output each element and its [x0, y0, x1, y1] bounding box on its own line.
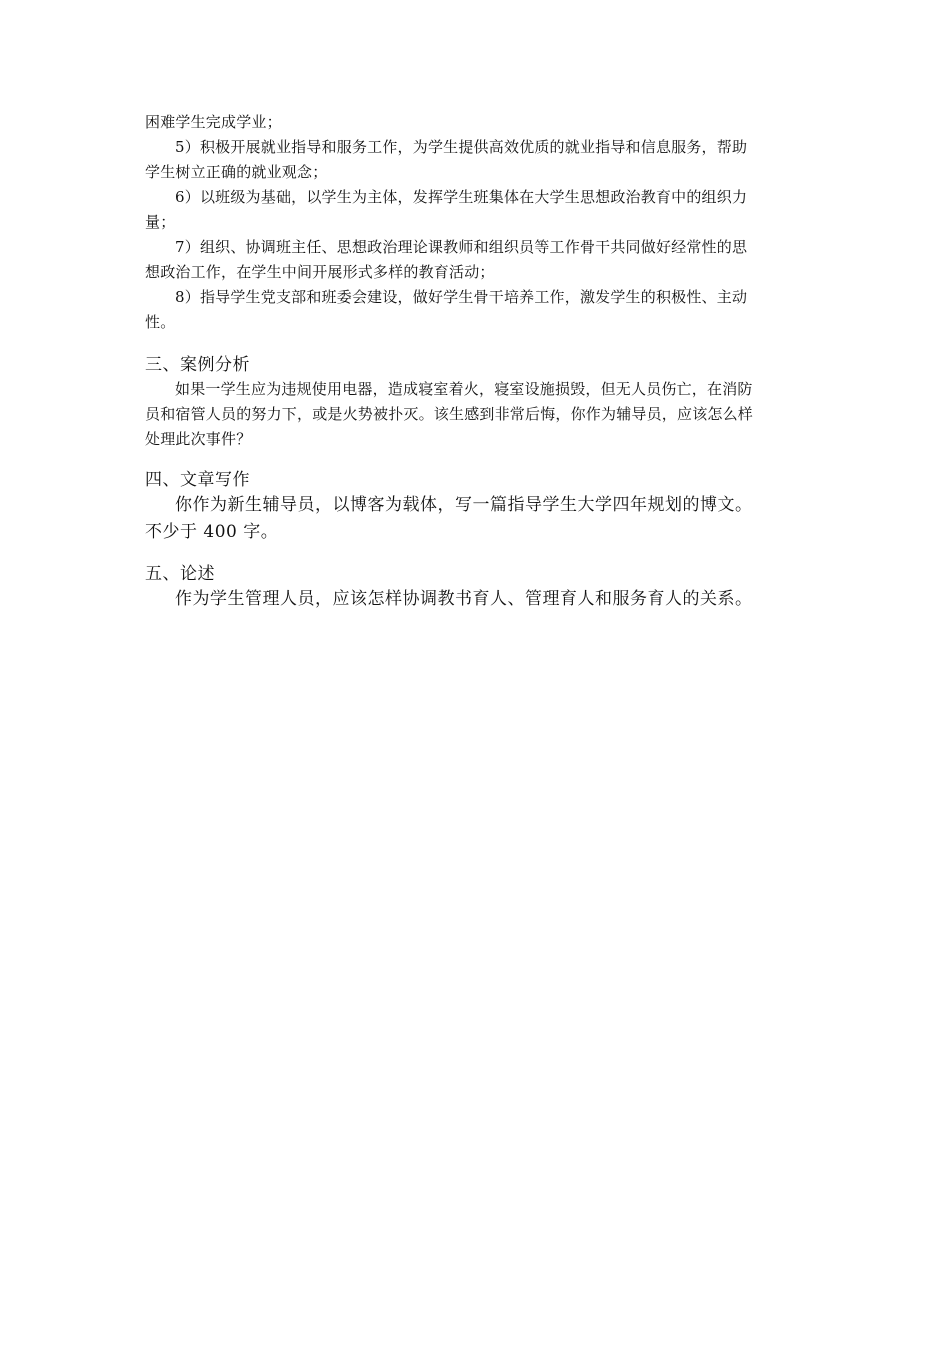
list-item-7-line-1: 7）组织、协调班主任、思想政治理论课教师和组织员等工作骨干共同做好经常性的思 [175, 238, 748, 256]
document-content [145, 110, 810, 613]
section-3-line-3: 处理此次事件？ [145, 430, 252, 448]
section-3-line-2: 员和宿管人员的努力下，或是火势被扑灭。该生感到非常后悔，你作为辅导员，应该怎么样 [145, 405, 754, 423]
section-5-heading: 五、论述 [145, 564, 215, 584]
list-item-7-line-2: 想政治工作，在学生中间开展形式多样的教育活动； [145, 263, 495, 281]
list-item-8-line-1: 8）指导学生党支部和班委会建设，做好学生骨干培养工作，激发学生的积极性、主动 [175, 288, 748, 306]
list-item-8-line-2: 性。 [145, 313, 176, 331]
section-5-line-1: 作为学生管理人员，应该怎样协调教书育人、管理育人和服务育人的关系。 [175, 589, 753, 609]
section-4-line-2: 不少于 400 字。 [145, 522, 279, 542]
section-4-line-1: 你作为新生辅导员，以博客为载体，写一篇指导学生大学四年规划的博文。 [175, 495, 753, 515]
section-4-heading: 四、文章写作 [145, 470, 250, 490]
list-item-6-line-1: 6）以班级为基础，以学生为主体，发挥学生班集体在大学生思想政治教育中的组织力 [175, 188, 748, 206]
list-item-4-tail: 困难学生完成学业； [145, 113, 282, 131]
section-3-line-1: 如果一学生应为违规使用电器，造成寝室着火，寝室设施损毁，但无人员伤亡，在消防 [175, 380, 753, 398]
list-item-6-line-2: 量； [145, 213, 176, 231]
section-3-heading: 三、案例分析 [145, 355, 250, 375]
spacer [145, 335, 810, 353]
list-item-5-line-1: 5）积极开展就业指导和服务工作，为学生提供高效优质的就业指导和信息服务，帮助 [175, 138, 748, 156]
spacer [145, 546, 810, 562]
list-item-5-line-2: 学生树立正确的就业观念； [145, 163, 328, 181]
spacer [145, 452, 810, 468]
